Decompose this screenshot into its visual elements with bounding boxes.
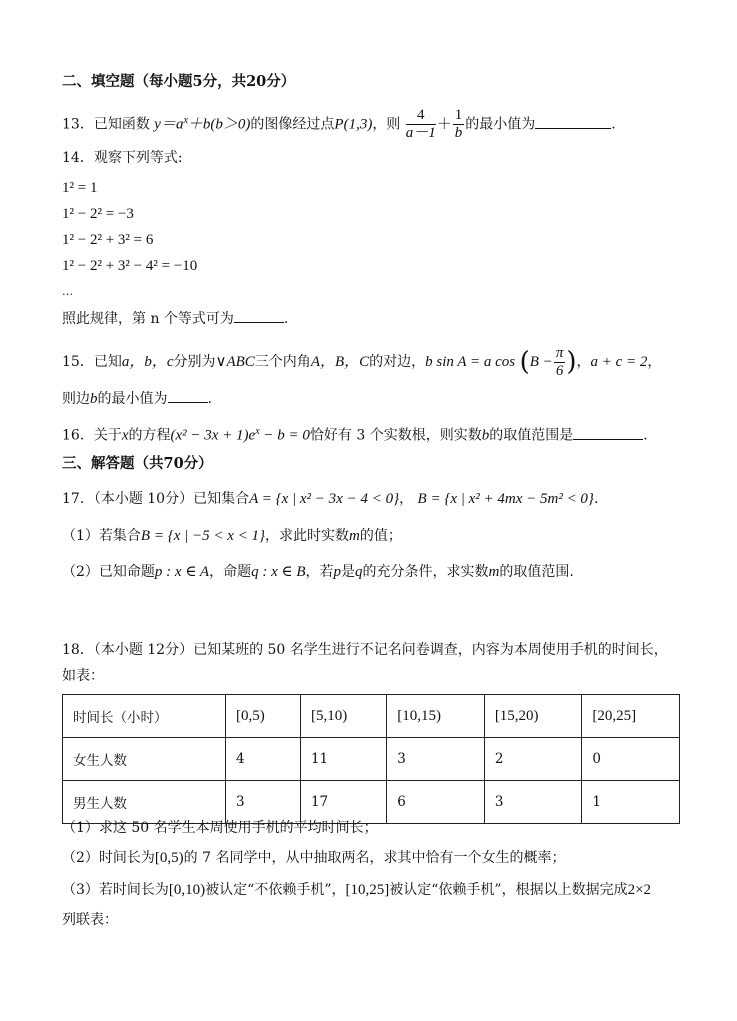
fraction-4-over-a-1: $\frac{4}{a-1}$	[405, 107, 436, 142]
table-cell: 11	[300, 738, 386, 781]
question-16: 16．关于x的方程$(x^2 - 3x + 1)e^x - b = 0$恰好有 3 个实数根，则实数b的取值范围是 .	[62, 426, 648, 444]
table-cell: 3	[387, 738, 485, 781]
question-18-sub-3-line-2: 列联表：	[62, 912, 118, 928]
question-15: 15．已知a，b，c分别为∨ABC三个内角A，B，C的对边，b sin A = a cos (B − $\frac{\pi}{6}$ )，a + c = 2，	[62, 344, 662, 379]
table-header: [20,25]	[582, 695, 680, 738]
question-18-sub-3: （3）若时间长为[0,10)被认定“不依赖手机”，[10,25]被认定“依赖手机”，根据以上数据完成2×2	[62, 882, 652, 898]
answer-blank-16	[573, 425, 643, 440]
question-14-tail: 照此规律，第 n 个等式可为 .	[62, 308, 288, 329]
equation-3: 1² − 2² + 3² = 6	[62, 232, 154, 248]
equation-1: 1² = 1	[62, 180, 98, 196]
equation-2: 1² − 2² = −3	[62, 206, 134, 222]
section-3-heading: 三、解答题（共70分）	[62, 455, 213, 472]
answer-blank-15	[168, 388, 208, 403]
table-cell: 6	[387, 781, 485, 824]
table-row	[63, 738, 680, 781]
table-cell: 女生人数	[63, 738, 226, 781]
question-18-line-1: 18．（本小题 12分）已知某班的 50 名学生进行不记名问卷调查，内容为本周使用手机的时间长，	[62, 642, 668, 658]
table-header: [10,15)	[387, 695, 485, 738]
question-18-line-2: 如表：	[62, 668, 104, 684]
table-cell: 2	[484, 738, 582, 781]
question-17: 17．（本小题 10分）已知集合A = {x | x² − 3x − 4 < 0}， B = {x | x² + 4mx − 5m² < 0}.	[62, 491, 599, 507]
table-header: [5,10)	[300, 695, 386, 738]
table-cell: 1	[582, 781, 680, 824]
table-header-row	[63, 695, 680, 738]
table-header: [15,20)	[484, 695, 582, 738]
question-18-sub-2: （2）时间长为[0,5)的 7 名同学中，从中抽取两名，求其中恰有一个女生的概率；	[62, 850, 566, 866]
table-header: 时间长（小时）	[63, 695, 226, 738]
table-cell: 男生人数	[63, 781, 226, 824]
answer-blank-13	[535, 114, 611, 129]
question-14-intro: 14．观察下列等式:	[62, 150, 183, 166]
table-cell: 3	[484, 781, 582, 824]
table-cell: 4	[226, 738, 301, 781]
equation-4: 1² − 2² + 3² − 4² = −10	[62, 258, 198, 274]
answer-blank-14	[234, 308, 284, 323]
question-18-sub-1: （1）求这 50 名学生本周使用手机的平均时间长；	[62, 820, 378, 836]
table-cell: 0	[582, 738, 680, 781]
table-cell: 3	[226, 781, 301, 824]
question-15-line2: 则边b的最小值为 .	[62, 388, 212, 409]
question-17-part-2: （2）已知命题p : x ∈ A，命题q : x ∈ B，若p是q的充分条件，求实数m的取值范围.	[62, 564, 574, 580]
table-cell: 17	[300, 781, 386, 824]
fraction-1-over-b: $\frac{1}{b}$	[454, 107, 463, 142]
table-header: [0,5)	[226, 695, 301, 738]
usage-time-table	[62, 694, 680, 824]
question-13: 13．已知函数 $y=a^x+b(b>0)$的图像经过点P(1,3)，则 $\frac{4}{a-1}$ ＋ $\frac{1}{b}$ 的最小值为 .	[62, 107, 616, 142]
ellipsis: …	[62, 285, 73, 298]
question-17-part-1: （1）若集合B = {x | −5 < x < 1}，求此时实数m的值；	[62, 528, 402, 544]
section-2-heading: 二、填空题（每小题5分，共20分）	[62, 73, 296, 90]
